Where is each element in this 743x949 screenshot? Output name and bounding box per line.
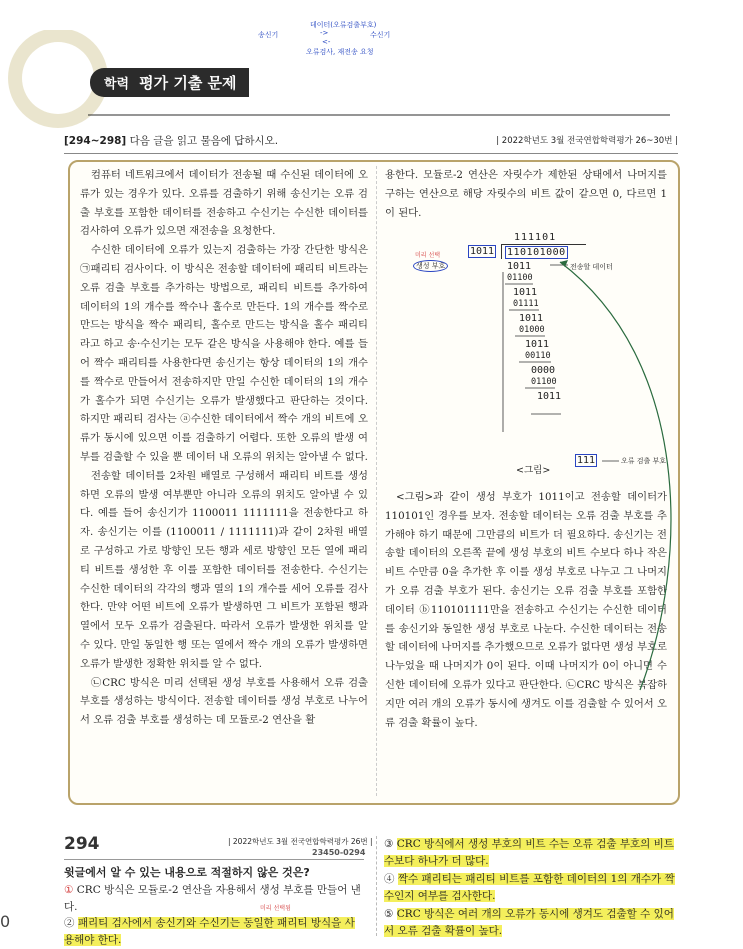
option-4[interactable] bbox=[384, 871, 679, 905]
figure-dividend: 110101000 bbox=[507, 247, 566, 258]
figure-quotient: 111101 bbox=[514, 232, 557, 243]
option-3-text: CRC 방식에서 생성 부호의 비트 수는 오류 검출 부호의 비트 수보다 하나가 더 많다. bbox=[384, 838, 674, 867]
option-1-text: CRC 방식은 모듈로-2 연산을 자용해서 생성 부호를 만들어 낸다. bbox=[64, 884, 361, 913]
figure-remainder: 111 bbox=[577, 455, 596, 466]
figure-generator-note: 미리 선택 bbox=[415, 252, 441, 259]
option-5-num: ⑤ bbox=[384, 908, 394, 920]
figure-generator-label: 생성 부호 bbox=[413, 260, 448, 272]
column-divider bbox=[376, 166, 377, 796]
passage-right-p2: <그림>과 같이 생성 부호가 1011이고 전송할 데이터가 110101인 경우를 보자. 전송할 데이터는 오류 검출 부호를 추가해야 하기 때문에 그만큼의 비트가 더 필요하다. 송신기는 전송할 데이터의 오른쪽 끝에 생성 부호의 비트 수보다 하나 작은 비트 수만큼 0을 추가한 후 이를 생성 부호로 나누고 그 나머지가 오류 검출 부호가 된다. 송신기는 오류 검출 부호를 포함한 데이터 ⓑ110101111만을 전송하고 수신기는 수신한 데이터를 송신기와 동일한 생성 부호로 나눈다. 수신한 데이터는 전송할 데이터에 나머지를 추가했으므로 오류가 없다면 생성 부호로 나누었을 때 나머지가 0이 된다. 이때 나머지가 0이 아니면 수신한 데이터에 오류가 있다고 판단한다. ㉡CRC 방식은 복잡하지만 여러 개의 오류가 동시에 생겨도 이를 검출할 수 있어서 오류 검출 확률이 높다. bbox=[385, 491, 667, 729]
passage-left-p2: 수신한 데이터에 오류가 있는지 검출하는 가장 간단한 방식은 ㉠패리티 검사이다. 이 방식은 전송할 데이터에 패리티 비트라는 오류 검출 부호를 추가하는 방법으로, 패리티 비트를 추가하여 데이터의 1의 개수를 짝수나 홀수로 만든다. 1의 개수를 짝수로 만드는 방식을 짝수 패리티, 홀수로 만드는 방식을 홀수 패리티라고 하고 송·수신기는 모두 같은 방식을 사용해야 한다. 예를 들어 짝수 패리티를 사용한다면 송신기는 항상 데이터의 1의 개수를 짝수로 만들어서 전송하지만 만일 수신한 데이터의 1의 개수가 홀수가 되면 수신기는 오류가 발생했다고 판단하는 것이다. 하지만 패리티 검사는 ⓐ수신한 데이터에서 짝수 개의 비트에 오류가 동시에 있으면 이를 검출하기 어렵다. 또한 오류의 발생 여부를 검출할 수 있을 뿐 데이터 내 오류의 위치는 알아낼 수 없다. bbox=[80, 244, 368, 463]
figure-step-6: 01000 bbox=[519, 325, 545, 335]
passage-right-column-bottom bbox=[385, 488, 667, 732]
question-number: 294 bbox=[64, 834, 100, 854]
note-arrow-left: <- bbox=[322, 38, 331, 46]
passage-left-p3: 전송할 데이터를 2차원 배열로 구성해서 패리티 비트를 생성하면 오류의 발생 여부뿐만 아니라 오류의 위치도 알아낼 수 있다. 예를 들어 송신기가 1100011 1111111을 전송한다고 하자. 송신기는 이를 (1100011 / 1111111)과 같이 2차원 배열로 구성하고 가로 방향인 모든 행과 세로 방향인 모든 열에 패리티 비트를 생성한 후 이를 포함한 데이터를 전송한다. 수신기는 수신한 데이터의 각각의 행과 열의 1의 개수를 세어 오류를 검사한다. 만약 어떤 비트에 오류가 발생하면 그 비트가 포함된 행과 열에서 모두 오류가 검출된다. 따라서 오류가 발생한 위치를 알 수 있다. 만일 동일한 행 또는 열에서 짝수 개의 오류가 발생하면 오류가 발생한 정확한 위치를 알 수 없다. bbox=[80, 469, 368, 670]
note-line1: 데이터(오류검출부호) bbox=[310, 21, 377, 29]
option-1-num: ① bbox=[64, 884, 74, 896]
option-2[interactable] bbox=[64, 915, 364, 949]
figure-step-1: 1011 bbox=[507, 261, 532, 272]
option-5[interactable] bbox=[384, 906, 679, 940]
crc-division-figure bbox=[415, 232, 667, 477]
question-stem: 윗글에서 알 수 있는 내용으로 적절하지 않은 것은? bbox=[64, 866, 310, 879]
instruction-range: [294~298] bbox=[64, 135, 127, 147]
header-badge: 학력 bbox=[90, 68, 137, 97]
figure-step-5: 1011 bbox=[519, 313, 544, 324]
figure-step-8: 00110 bbox=[525, 351, 551, 361]
passage-left-p1: 컴퓨터 네트워크에서 데이터가 전송될 때 수신된 데이터에 오류가 있는 경우가 있다. 오류를 검출하기 위해 송신기는 오류 검출 부호를 포함한 데이터를 전송하고 수신기는 수신한 데이터를 검사하여 오류가 있으면 재전송을 요청한다. bbox=[80, 169, 368, 238]
page-number: 0 bbox=[0, 912, 11, 931]
option-1[interactable] bbox=[64, 882, 364, 916]
passage-box bbox=[68, 160, 680, 805]
option-3[interactable] bbox=[384, 836, 679, 870]
passage-right-p1: 용한다. 모듈로-2 연산은 자릿수가 제한된 상태에서 나머지를 구하는 연산으로 해당 자릿수의 비트 값이 같으면 0, 다르면 1이 된다. bbox=[385, 169, 667, 219]
figure-step-9: 0000 bbox=[531, 365, 556, 376]
question-source: | 2022학년도 3월 전국연합학력평가 26번 | bbox=[228, 837, 373, 846]
note-line3: 오류검사, 재전송 요청 bbox=[306, 48, 374, 56]
figure-step-11: 1011 bbox=[537, 391, 562, 402]
instruction-line bbox=[64, 133, 678, 154]
instruction-source: | 2022학년도 3월 전국연합학력평가 26~30번 | bbox=[496, 136, 678, 146]
passage-right-column-top bbox=[385, 166, 667, 222]
question-column-divider bbox=[376, 836, 377, 936]
passage-left-column bbox=[80, 166, 368, 730]
figure-errcode-label: 오류 검출 부호 bbox=[621, 457, 667, 465]
option-4-num: ④ bbox=[384, 873, 395, 885]
figure-caption: <그림> bbox=[516, 465, 551, 476]
option-4-text: 짝수 패리티는 패리티 비트를 포함한 데이터의 1의 개수가 짝수인지 여부를 검사한다. bbox=[384, 873, 675, 902]
question-note: 미리 선택됨 bbox=[260, 905, 291, 912]
header-title-bar bbox=[90, 68, 249, 96]
note-receiver: 수신기 bbox=[370, 31, 391, 39]
figure-data-label: 전송할 데이터 bbox=[570, 263, 613, 271]
figure-step-2: 01100 bbox=[507, 273, 533, 283]
option-2-text: 패리티 검사에서 송신기와 수신기는 동일한 패리티 방식을 사용해야 한다. bbox=[64, 917, 355, 946]
figure-divisor: 1011 bbox=[470, 246, 495, 257]
question-code: 23450-0294 bbox=[312, 848, 366, 857]
figure-step-3: 1011 bbox=[513, 287, 538, 298]
instruction-text: 다음 글을 읽고 물음에 답하시오. bbox=[129, 135, 279, 147]
question-divider bbox=[64, 859, 364, 860]
option-3-num: ③ bbox=[384, 838, 394, 850]
header-title: 평가 기출 문제 bbox=[137, 68, 248, 97]
figure-step-10: 01100 bbox=[531, 377, 557, 387]
note-sender: 송신기 bbox=[258, 31, 279, 39]
option-5-text: CRC 방식은 여러 개의 오류가 동시에 생겨도 검출할 수 있어서 오류 검출 확률이 높다. bbox=[384, 908, 674, 937]
option-2-num: ② bbox=[64, 917, 75, 929]
note-arrow-right: -> bbox=[320, 29, 329, 37]
passage-left-p4: ㉡CRC 방식은 미리 선택된 생성 부호를 사용해서 오류 검출 부호를 생성하는 방식이다. 전송할 데이터를 생성 부호로 나누어서 오류 검출 부호를 생성하는 데 모듈로-2 연산을 활 bbox=[80, 676, 368, 727]
figure-step-7: 1011 bbox=[525, 339, 550, 350]
figure-step-4: 01111 bbox=[513, 299, 539, 309]
